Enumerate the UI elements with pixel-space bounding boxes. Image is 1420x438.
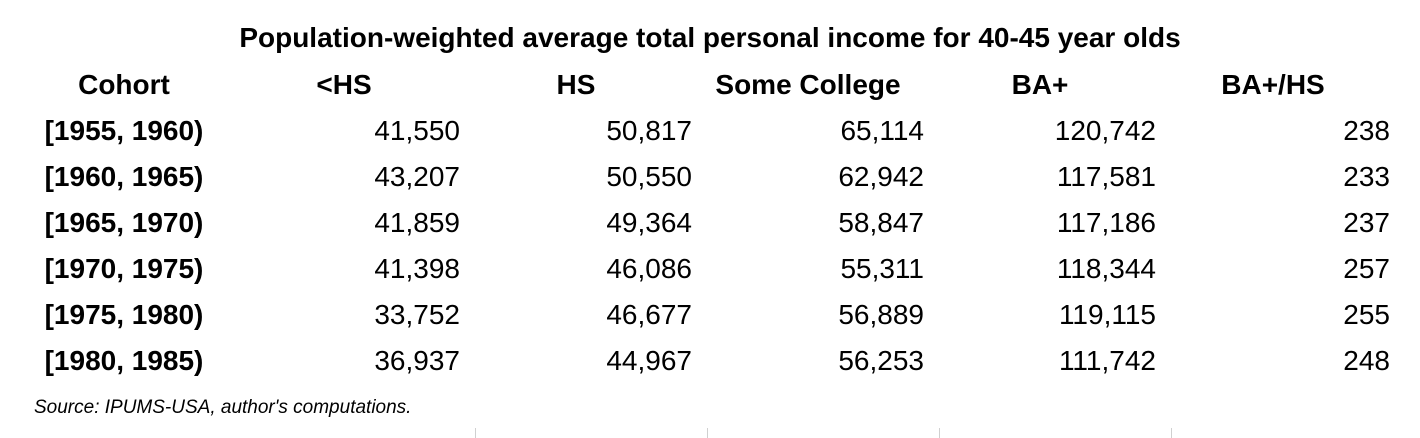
ba-plus-cell: 120,742 <box>1054 115 1156 146</box>
ba-plus-cell: 117,581 <box>1056 161 1156 192</box>
some-college-cell: 65,114 <box>840 115 924 146</box>
income-table <box>20 62 1390 384</box>
ba-plus-cell: 117,186 <box>1056 207 1156 238</box>
column-header-cohort: Cohort <box>78 69 170 100</box>
cell-gridline <box>707 428 708 438</box>
column-header-ba-plus-over-hs: BA+/HS <box>1221 69 1325 100</box>
cohort-cell: [1960, 1965) <box>44 161 204 192</box>
some-college-cell: 55,311 <box>840 253 924 284</box>
ba-plus-over-hs-cell: 255 <box>1343 299 1390 330</box>
table-row <box>20 154 1390 200</box>
cohort-cell: [1955, 1960) <box>44 115 204 146</box>
less-than-hs-cell: 36,937 <box>374 345 460 376</box>
source-note: Source: IPUMS-USA, author's computations. <box>34 397 412 418</box>
some-college-cell: 58,847 <box>838 207 924 238</box>
ba-plus-cell: 111,742 <box>1058 345 1156 376</box>
ba-plus-over-hs-cell: 248 <box>1343 345 1390 376</box>
some-college-cell: 62,942 <box>838 161 924 192</box>
less-than-hs-cell: 33,752 <box>374 299 460 330</box>
ba-plus-cell: 118,344 <box>1056 253 1156 284</box>
table-row <box>20 246 1390 292</box>
header-row <box>20 62 1390 108</box>
cohort-cell: [1965, 1970) <box>44 207 204 238</box>
less-than-hs-cell: 43,207 <box>374 161 460 192</box>
table-row <box>20 200 1390 246</box>
less-than-hs-cell: 41,398 <box>374 253 460 284</box>
some-college-cell: 56,253 <box>838 345 924 376</box>
ba-plus-over-hs-cell: 237 <box>1343 207 1390 238</box>
table-row <box>20 292 1390 338</box>
hs-cell: 46,677 <box>606 299 692 330</box>
column-header-hs: HS <box>556 69 596 100</box>
table-title: Population-weighted average total personal income for 40-45 year olds <box>239 22 1181 53</box>
ba-plus-over-hs-cell: 257 <box>1343 253 1390 284</box>
ba-plus-over-hs-cell: 233 <box>1343 161 1390 192</box>
hs-cell: 50,817 <box>606 115 692 146</box>
cell-gridline <box>1171 428 1172 438</box>
hs-cell: 49,364 <box>606 207 692 238</box>
column-header-less-than-hs: <HS <box>316 69 372 100</box>
cohort-cell: [1980, 1985) <box>44 345 204 376</box>
less-than-hs-cell: 41,859 <box>374 207 460 238</box>
hs-cell: 50,550 <box>606 161 692 192</box>
hs-cell: 46,086 <box>606 253 692 284</box>
cell-gridline <box>939 428 940 438</box>
column-header-ba-plus: BA+ <box>1011 69 1069 100</box>
ba-plus-cell: 119,115 <box>1058 299 1156 330</box>
table-row <box>20 108 1390 154</box>
cohort-cell: [1975, 1980) <box>44 299 204 330</box>
column-header-some-college: Some College <box>715 69 901 100</box>
cell-gridline <box>475 428 476 438</box>
cohort-cell: [1970, 1975) <box>44 253 204 284</box>
less-than-hs-cell: 41,550 <box>374 115 460 146</box>
table-row <box>20 338 1390 384</box>
hs-cell: 44,967 <box>606 345 692 376</box>
some-college-cell: 56,889 <box>838 299 924 330</box>
ba-plus-over-hs-cell: 238 <box>1343 115 1390 146</box>
